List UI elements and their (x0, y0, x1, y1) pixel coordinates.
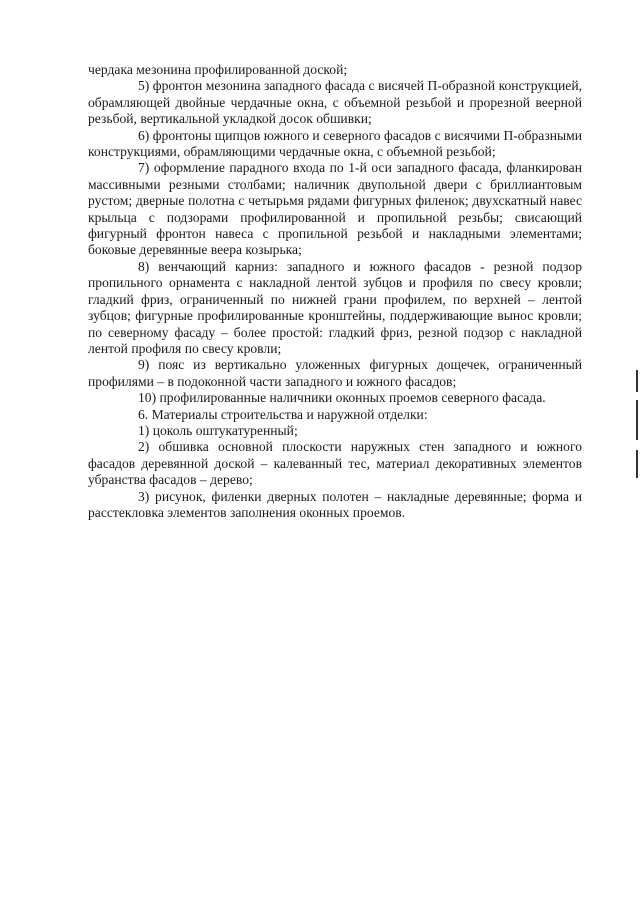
paragraph-materials-3-doors-windows: 3) рисунок, филенки дверных полотен – накладные деревянные; форма и расстекловка элементов заполнения оконных проемов. (88, 488, 582, 520)
paragraph-materials-1-plinth: 1) цоколь оштукатуренный; (138, 422, 298, 438)
paragraph-item-9-belt: 9) пояс из вертикально уложенных фигурных дощечек, ограниченный профилями – в подоконной части западного и южного фасадов; (88, 357, 582, 389)
paragraph-item-6-gable-pediments: 6) фронтоны щипцов южного и северного фасадов с висячими П-образными конструкциями, обрамляющими чердачные окна, с объемной резьбой; (88, 127, 582, 160)
paragraph-item-5-mezzanine-pediment: 5) фронтон мезонина западного фасада с висячей П-образной конструкцией, обрамляющей двойные чердачные окна, с объемной резьбой и прорезной веерной резьбой, вертикальной укладкой досок обшивки; (88, 78, 582, 127)
section-heading-materials: 6. Материалы строительства и наружной отделки: (138, 406, 428, 422)
paragraph-materials-2-cladding: 2) обшивка основной плоскости наружных стен западного и южного фасадов деревянной доской – калеванный тес, материал декоративных элементов убранства фасадов – дерево; (88, 439, 582, 488)
paragraph-item-10-window-frames: 10) профилированные наличники оконных проемов северного фасада. (138, 390, 546, 406)
paragraph-item-8-cornice: 8) венчающий карниз: западного и южного фасадов - резной подзор пропильного орнамента с накладной лентой зубцов и профиля по свесу кровли; гладкий фриз, ограниченный по нижней грани профилем, по верхней – лентой зубцов; фигурные профилированные кронштейны, поддерживающие вынос кровли; по северному фасаду – более простой: гладкий фриз, резной подзор с накладной лентой профиля по свесу кровли; (88, 258, 582, 356)
document-body (88, 62, 582, 521)
paragraph-attic-board: чердака мезонина профилированной доской; (88, 62, 348, 77)
paragraph-item-7-main-entrance: 7) оформление парадного входа по 1-й оси западного фасада, фланкирован массивными резными столбами; наличник двупольной двери с бриллиантовым рустом; дверные полотна с четырьмя рядами фигурных филенок; двухскатный навес крыльца с подзорами профилированной и пропильной резьбы; свисающий фигурный фронтон навеса с пропильной резьбой и накладными элементами; боковые деревянные веера козырька; (88, 160, 582, 258)
scan-edge-mark (634, 370, 640, 520)
